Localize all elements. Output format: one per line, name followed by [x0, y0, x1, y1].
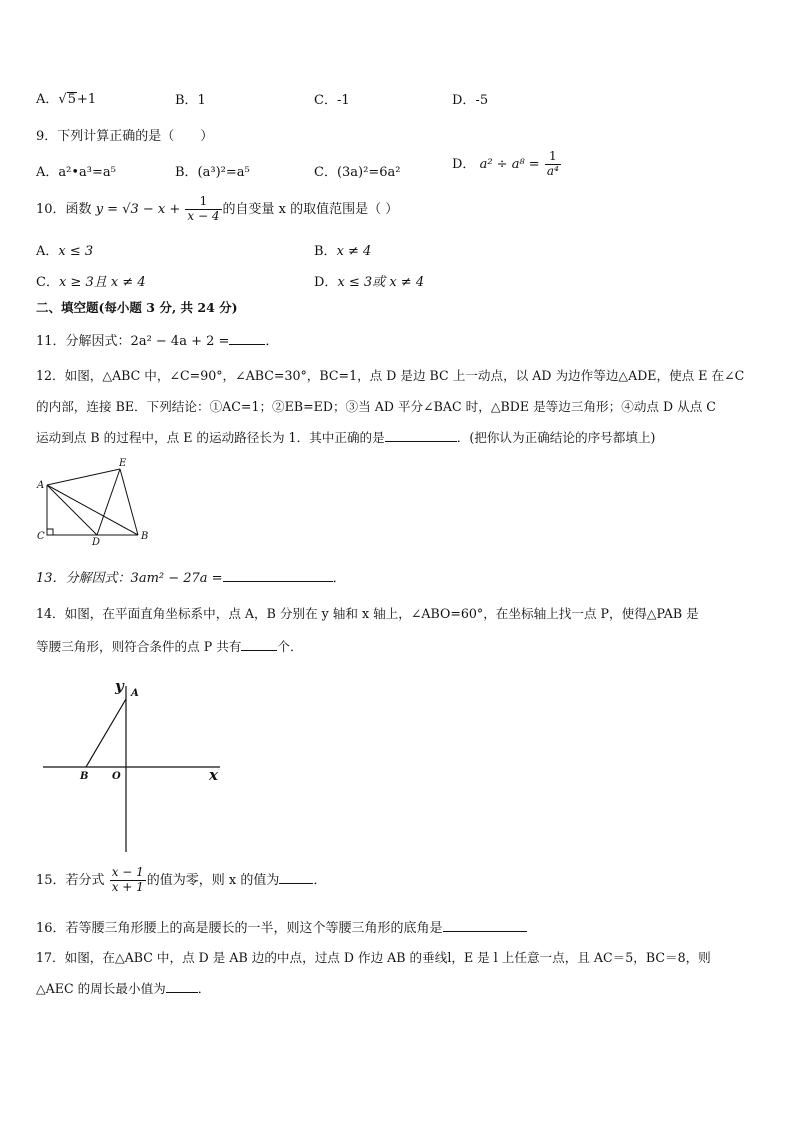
- q11: [36, 330, 278, 349]
- q10-option-a-label: A．: [36, 244, 59, 259]
- q17-line-2-end: ．: [197, 981, 211, 996]
- q8-option-b: B．1: [175, 93, 206, 108]
- q10-fraction: [185, 195, 221, 224]
- label-B: B: [141, 531, 149, 542]
- q9-option-c: C．(3a)²=6a²: [314, 165, 401, 180]
- q8-option-a-radicand: 5: [67, 92, 76, 107]
- label-E: E: [119, 458, 127, 469]
- q11-end: ．: [265, 334, 279, 349]
- q9-option-d: [452, 150, 562, 179]
- q14-line-2-end: 个．: [277, 639, 303, 654]
- label-D: D: [92, 537, 101, 546]
- q13-text: 13．分解因式：3am² − 27a =: [36, 571, 223, 586]
- q14-line-2: [36, 636, 303, 655]
- q10-option-c-label: C．: [36, 275, 59, 290]
- q17-line-1: 17．如图，在△ABC 中，点 D 是 AB 边的中点，过点 D 作边 AB 的垂线l，E 是 l 上任意一点，且 AC＝5，BC＝8，则: [36, 950, 711, 965]
- fraction-numerator: x − 1: [111, 865, 144, 879]
- q10-suffix: 的自变量 x 的取值范围是（ ）: [222, 201, 399, 217]
- q11-text: 11．分解因式：2a² − 4a + 2 =: [36, 334, 230, 349]
- section-2-heading: 二、填空题(每小题 3 分, 共 24 分): [36, 300, 238, 315]
- q8-option-c: C．-1: [314, 93, 350, 108]
- q10-option-c-expr: x ≥ 3且 x ≠ 4: [58, 275, 146, 290]
- answer-blank[interactable]: [241, 638, 277, 651]
- q10-option-a: [36, 240, 93, 259]
- segment-AB: [86, 699, 126, 767]
- q14-line-1: 14．如图，在平面直角坐标系中，点 A，B 分别在 y 轴和 x 轴上，∠ABO=60°，在坐标轴上找一点 P，使得△PAB 是: [36, 606, 699, 621]
- q12-line-2: 的内部，连接 BE．下列结论：①AC=1；②EB=ED；③当 AD 平分∠BAC 时，△BDE 是等边三角形；④动点 D 从点 C: [36, 399, 716, 414]
- q16: [36, 917, 527, 936]
- q10-option-b-expr: x ≠ 4: [336, 244, 372, 259]
- label-A: A: [131, 688, 139, 699]
- q12-line-1: 12．如图，△ABC 中，∠C=90°，∠ABC=30°，BC=1，点 D 是边 BC 上一动点，以 AD 为边作等边△ADE，使点 E 在∠C: [36, 368, 745, 383]
- q13: [36, 567, 346, 586]
- right-angle-mark: [47, 529, 53, 535]
- label-C: C: [37, 531, 45, 542]
- q17-line-2-text: △AEC 的周长最小值为: [36, 981, 166, 996]
- q15-end: ．: [313, 872, 327, 888]
- q12-line-3: [36, 427, 655, 446]
- q10-stem: [36, 195, 398, 224]
- q15: [36, 866, 326, 895]
- fraction-denominator: a⁴: [546, 163, 559, 178]
- q10-option-c: [36, 271, 146, 290]
- segment-AE: [47, 469, 120, 485]
- segment-EB: [120, 469, 138, 535]
- answer-blank[interactable]: [443, 919, 527, 932]
- q10-option-a-expr: x ≤ 3: [58, 244, 94, 259]
- answer-blank[interactable]: [223, 569, 333, 582]
- q9-option-d-expr: a² ÷ a⁸ =: [479, 156, 540, 172]
- q15-fraction: [110, 866, 146, 895]
- q14-line-2-text: 等腰三角形，则符合条件的点 P 共有: [36, 639, 242, 654]
- q10-option-b: [314, 240, 371, 259]
- q15-suffix: 的值为零，则 x 的值为: [146, 872, 280, 888]
- answer-blank[interactable]: [279, 871, 313, 884]
- fraction-denominator: x − 4: [187, 208, 220, 223]
- segment-AB: [47, 485, 138, 535]
- q8-option-d: D．-5: [452, 93, 489, 108]
- y-axis-label: y: [115, 677, 124, 695]
- q10-function: y = √3 − x +: [95, 201, 181, 217]
- label-A: A: [37, 480, 45, 491]
- q8-option-a: [36, 88, 96, 107]
- q9-option-d-fraction: [545, 150, 561, 179]
- q12-line-3-text: 运动到点 B 的过程中，点 E 的运动路径长为 1．其中正确的是: [36, 430, 385, 445]
- q10-option-d-label: D．: [314, 275, 338, 290]
- fraction-numerator: 1: [185, 195, 221, 210]
- segment-AD: [47, 485, 97, 535]
- q17-line-2: [36, 978, 210, 997]
- q10-option-d: [314, 271, 424, 290]
- label-B: B: [80, 771, 89, 782]
- q12-line-3-end: ．(把你认为正确结论的序号都填上): [456, 430, 656, 445]
- x-axis-label: x: [209, 766, 218, 784]
- q9-stem: 9．下列计算正确的是（ ）: [36, 129, 214, 144]
- q8-option-a-label: A．: [36, 92, 59, 107]
- q9-option-d-label: D．: [452, 156, 476, 172]
- q14-coordinate-figure: [40, 674, 240, 856]
- answer-blank[interactable]: [385, 429, 457, 442]
- q15-prefix: 15．若分式: [36, 872, 105, 888]
- q12-triangle-figure: [34, 456, 154, 546]
- q8-option-a-rest: +1: [76, 92, 97, 107]
- segment-ED: [97, 469, 120, 535]
- answer-blank[interactable]: [166, 980, 198, 993]
- label-O: O: [112, 771, 121, 782]
- q9-option-a: A．a²•a³=a⁵: [36, 165, 116, 180]
- q10-prefix: 10．函数: [36, 201, 92, 217]
- fraction-denominator: x + 1: [111, 879, 144, 894]
- sqrt-symbol: √: [58, 92, 67, 107]
- answer-blank[interactable]: [229, 332, 265, 345]
- q16-text: 16．若等腰三角形腰上的高是腰长的一半，则这个等腰三角形的底角是: [36, 921, 443, 936]
- q10-option-b-label: B．: [314, 244, 337, 259]
- q9-option-b: B．(a³)²=a⁵: [175, 165, 250, 180]
- q13-end: ．: [332, 571, 346, 586]
- q10-option-d-expr: x ≤ 3或 x ≠ 4: [337, 275, 425, 290]
- fraction-numerator: 1: [545, 150, 561, 165]
